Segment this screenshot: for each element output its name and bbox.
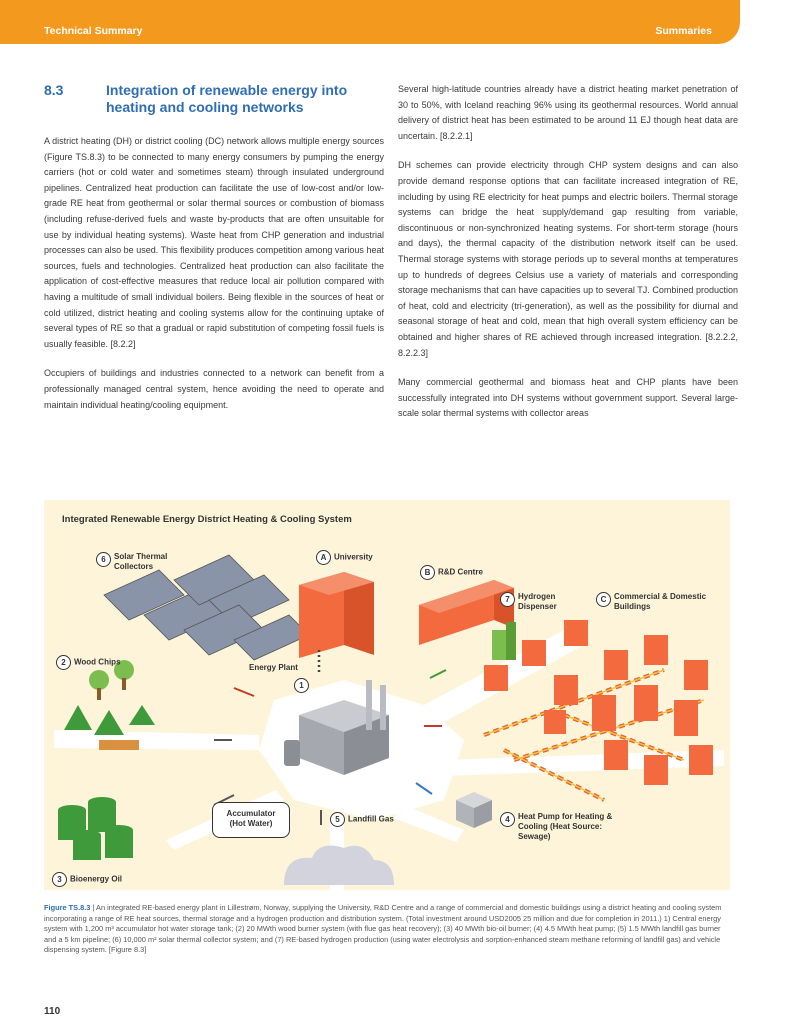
oil-barrels <box>58 797 133 860</box>
section-title: Integration of renewable energy into heating and cooling networks <box>106 82 348 115</box>
label-solar: 6 Solar Thermal Collectors <box>96 552 194 572</box>
paragraph: A district heating (DH) or district cooling (DC) network allows multiple energy sources (Figure TS.8.3) to be connected to many energy consumers by pumping the energy carriers (hot or cold water and sometimes steam) through insulated underground pipelines. Centralized heat production can facilitate the use of low-cost and/or low-grade RE heat from geothermal or solar thermal sources or combustion of biomass (including refuse-derived fuels and waste by-products that are often unsuitable for use by individual heating systems). Waste heat from CHP generation and industrial processes can also be used. This flexibility produces competition among various heat sources, fuels and technologies. Centralized heat production can also facilitate the application of cost-effective measures that reduce local air pollution compared with having a multitude of small individual boilers. Being flexible in the sources of heat or cold utilized, district heating and cooling systems allow for the continuing uptake of several types of RE so that a gradual or rapid substitution of competing fossil fuels is usually feasible. [8.2.2] <box>44 136 384 349</box>
landfill-cloud <box>284 846 394 885</box>
paragraph: DH schemes can provide electricity through CHP system designs and can also provide demand response options that can facilitate increased integration of RE, including by using RE electricity for heat pumps and electric boilers. Thermal storage systems can bridge the heat supply/demand gap resulting from variable, discontinuous or non-synchronized heating systems. For short-term storage (hours and days), the thermal capacity of the distribution network itself can be used. Thermal storage systems with storage periods up to several months at temperatures up to hundreds of degrees Celsius use a variety of materials and corresponding storage mechanisms that can have capacities up to several TJ. Combined production of heat, cold and electricity (tri-generation), as well as the possibility for diurnal and seasonal storage of heat and cold, mean that high overall system efficiency can be obtained and higher shares of RE achieved through increased integration. [8.2.2.2, 8.2.2.3] <box>398 160 738 358</box>
label-hydrogen: 7 Hydrogen Dispenser <box>500 592 578 612</box>
label-energy-plant: Energy Plant <box>249 663 298 672</box>
figure-caption <box>44 903 730 956</box>
section-number: 8.3 <box>44 82 64 98</box>
page-number: 110 <box>44 1006 61 1017</box>
label-plant-number: 1 <box>294 678 312 693</box>
caption-text: | An integrated RE-based energy plant in Lillestrøm, Norway, supplying the University, R&D Centre and a range of commercial and domestic buildings using a district heating and cooling system incorporating a range of RE heat sources, thermal storage and a hydrogen production and distribution system. (Total investment around USD2005 25 million and due for completion in 2011.) 1) Central energy system with 1,200 m³ accumulator hot water storage tank; (2) 20 MWth wood burner system (with flue gas heat recovery); (3) 40 MWth bio-oil burner; (4) 4.5 MWth heat pump; (5) 1.5 MWth landfill gas burner and a 5 km pipeline; (6) 10,000 m² solar thermal collector system; and (7) RE-based hydrogen production (using water electrolysis and sorption-enhanced steam methane reforming of landfill gas) and vehicle dispensing system. [Figure 8.3] <box>44 903 722 955</box>
page-header <box>0 0 740 44</box>
label-university: A University <box>316 550 373 565</box>
paragraph: Occupiers of buildings and industries connected to a network can benefit from a professionally managed central system, hence avoiding the need to operate and maintain individual heating/cooling equipment. <box>44 368 384 410</box>
paragraph: Many commercial geothermal and biomass heat and CHP plants have been successfully integrated into DH systems without government support. Several large-scale solar thermal systems with collector areas <box>398 377 738 419</box>
left-column <box>44 82 384 427</box>
figure-title: Integrated Renewable Energy District Heating & Cooling System <box>62 514 352 525</box>
right-column <box>398 82 738 436</box>
cooling-pipe <box>484 670 704 800</box>
label-bioenergy-oil: 3 Bioenergy Oil <box>52 872 122 887</box>
label-accumulator: Accumulator (Hot Water) <box>212 802 290 838</box>
road-southeast <box>394 805 464 842</box>
heat-pump <box>456 792 492 828</box>
hydrogen-dispenser <box>492 630 506 660</box>
university-building <box>299 572 374 675</box>
section-heading <box>44 82 384 116</box>
header-chapter: Summaries <box>655 25 712 37</box>
header-section: Technical Summary <box>44 25 143 37</box>
label-rd-centre: B R&D Centre <box>420 565 483 580</box>
label-heat-pump: 4 Heat Pump for Heating & Cooling (Heat Source: Sewage) <box>500 812 628 842</box>
figure <box>44 500 730 890</box>
caption-label: Figure TS.8.3 <box>44 903 91 912</box>
label-landfill: 5 Landfill Gas <box>330 812 394 827</box>
label-commercial: C Commercial & Domestic Buildings <box>596 592 714 612</box>
paragraph: Several high-latitude countries already have a district heating market penetration of 30 to 50%, with Iceland reaching 96% using its geothermal resources. World annual delivery of district heat has been estimated to be around 11 EJ though heat data are uncertain. [8.2.2.1] <box>398 84 738 141</box>
road-east <box>444 750 724 776</box>
label-wood-chips: 2 Wood Chips <box>56 655 121 670</box>
